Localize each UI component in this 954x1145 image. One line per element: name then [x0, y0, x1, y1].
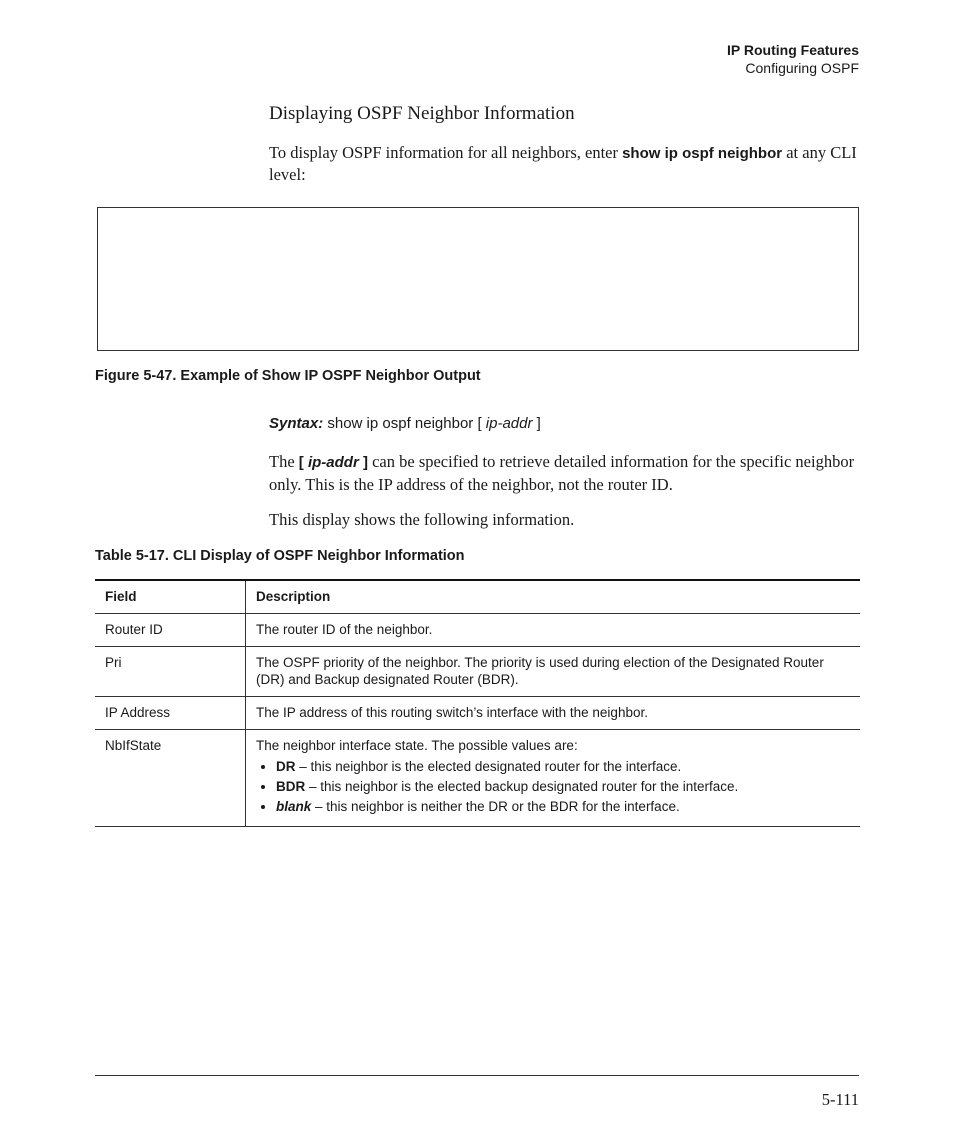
table-row: [95, 647, 860, 697]
state-text: – this neighbor is the elected designated router for the interface.: [295, 759, 682, 774]
ipaddr-rest: can be specified to retrieve detailed information for the specific neighbor only. This is the IP address of the neighbor, not the router ID.: [269, 452, 855, 494]
section-title: Configuring OSPF: [745, 60, 859, 76]
table-row: [95, 614, 860, 647]
intro-command: show ip ospf neighbor: [622, 145, 783, 162]
state-list: [256, 758, 850, 815]
display-paragraph: This display shows the following information.: [269, 510, 575, 529]
field-cell: Router ID: [95, 614, 246, 647]
ipaddr-open: [: [298, 454, 308, 471]
description-cell: [246, 730, 861, 827]
figure-caption: Figure 5-47. Example of Show IP OSPF Neighbor Output: [95, 368, 481, 384]
figure-output-box: [97, 207, 859, 351]
intro-text-after: at any CLI level:: [269, 143, 857, 184]
list-item: [276, 798, 850, 815]
column-header-description: Description: [246, 580, 861, 614]
state-term: blank: [276, 799, 312, 814]
syntax-command: show ip ospf neighbor [: [323, 415, 486, 432]
column-header-field: Field: [95, 580, 246, 614]
state-intro: The neighbor interface state. The possible values are:: [256, 738, 578, 753]
section-heading: Displaying OSPF Neighbor Information: [269, 103, 575, 124]
intro-text-before: To display OSPF information for all neighbors, enter: [269, 143, 623, 162]
ipaddr-close: ]: [358, 454, 368, 471]
list-item: [276, 758, 850, 775]
description-cell: The router ID of the neighbor.: [246, 614, 861, 647]
state-term: DR: [276, 759, 296, 774]
page-number: 5-111: [821, 1090, 859, 1109]
running-header: [727, 41, 859, 77]
syntax-label: Syntax:: [269, 415, 324, 432]
description-cell: The OSPF priority of the neighbor. The priority is used during election of the Designated Router (DR) and Backup designated Router (BDR).: [246, 647, 861, 697]
ipaddr-arg: ip-addr: [307, 454, 359, 471]
list-item: [276, 778, 850, 795]
syntax-close: ]: [532, 415, 541, 432]
syntax-arg: ip-addr: [485, 415, 533, 432]
field-cell: NbIfState: [95, 730, 246, 827]
field-cell: Pri: [95, 647, 246, 697]
chapter-title: IP Routing Features: [727, 42, 859, 58]
field-cell: IP Address: [95, 697, 246, 730]
state-text: – this neighbor is the elected backup designated router for the interface.: [305, 779, 739, 794]
neighbor-info-table: [95, 579, 860, 827]
table-header-row: [95, 580, 860, 614]
ipaddr-prefix: The: [269, 452, 299, 471]
description-cell: The IP address of this routing switch’s interface with the neighbor.: [246, 697, 861, 730]
table-row: [95, 730, 860, 827]
syntax-line: [269, 415, 541, 432]
table-caption: Table 5-17. CLI Display of OSPF Neighbor Information: [95, 548, 465, 564]
state-text: – this neighbor is neither the DR or the BDR for the interface.: [311, 799, 680, 814]
table-row: [95, 697, 860, 730]
ipaddr-paragraph: [269, 451, 861, 496]
intro-paragraph: [269, 142, 859, 185]
state-term: BDR: [276, 779, 306, 794]
footer-rule: [95, 1075, 859, 1076]
